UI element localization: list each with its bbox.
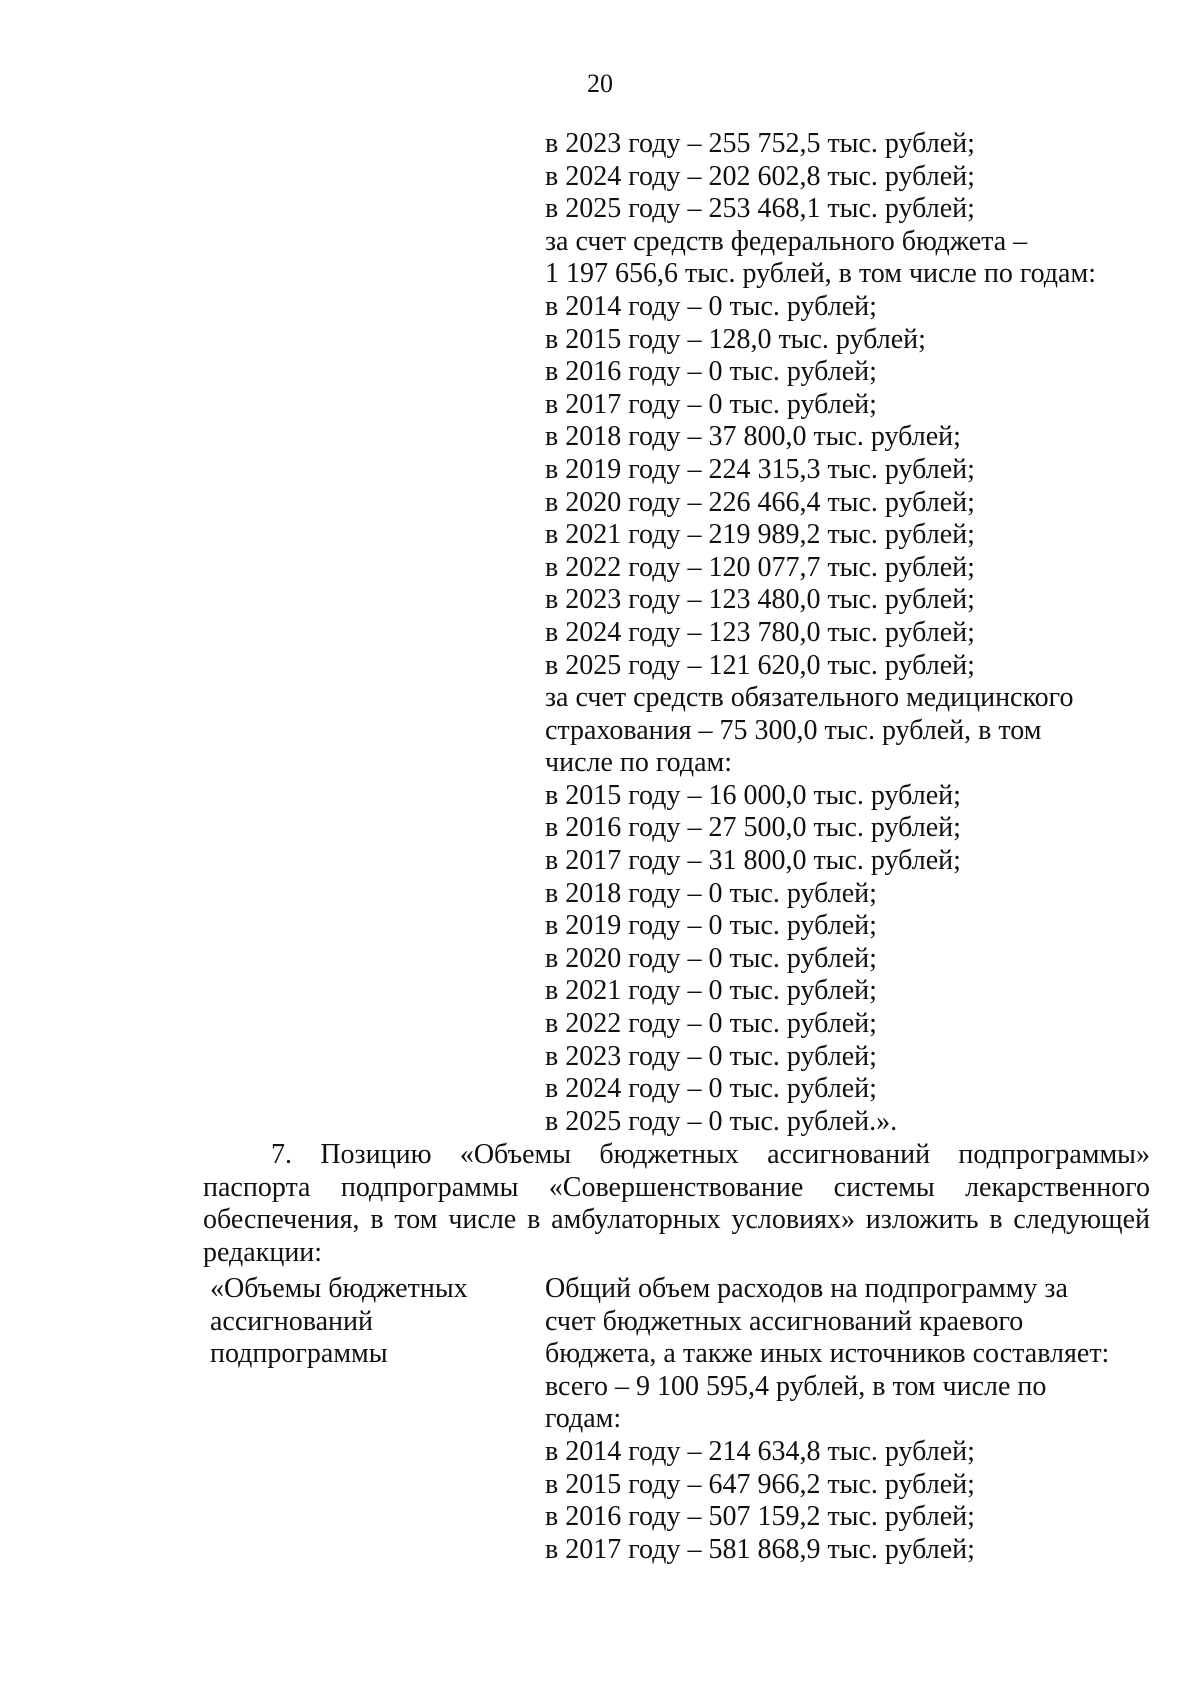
table-value-line: счет бюджетных ассигнований краевого: [545, 1305, 1024, 1337]
text-line: страхования – 75 300,0 тыс. рублей, в том: [545, 714, 1042, 746]
text-line: в 2014 году – 0 тыс. рублей;: [545, 290, 877, 322]
page-number: 20: [587, 69, 613, 98]
text-line: в 2020 году – 0 тыс. рублей;: [545, 942, 877, 974]
paragraph-line: редакции:: [203, 1236, 323, 1268]
budget-continuation-block: [545, 128, 1145, 1138]
text-line: в 2019 году – 224 315,3 тыс. рублей;: [545, 453, 975, 485]
table-label-line: ассигнований: [210, 1305, 373, 1337]
text-line: в 2019 году – 0 тыс. рублей;: [545, 910, 877, 942]
table-value-line: всего – 9 100 595,4 рублей, в том числе по: [545, 1370, 1047, 1402]
text-line: 1 197 656,6 тыс. рублей, в том числе по годам:: [545, 258, 1096, 290]
paragraph-line: 7. Позицию «Объемы бюджетных ассигнований подпрограммы»: [271, 1139, 1150, 1170]
text-line: в 2022 году – 0 тыс. рублей;: [545, 1008, 877, 1040]
text-line: в 2018 году – 0 тыс. рублей;: [545, 877, 877, 909]
text-line: числе по годам:: [545, 747, 733, 779]
table-value-line: Общий объем расходов на подпрограмму за: [545, 1273, 1068, 1304]
text-line: за счет средств обязательного медицинского: [545, 682, 1074, 714]
table-value-line: в 2017 году – 581 868,9 тыс. рублей;: [545, 1533, 975, 1565]
text-line: в 2021 году – 219 989,2 тыс. рублей;: [545, 519, 975, 551]
table-value-line: годам:: [545, 1403, 622, 1435]
table-label-line: «Объемы бюджетных: [210, 1273, 468, 1304]
text-line: за счет средств федерального бюджета –: [545, 225, 1028, 257]
text-line: в 2022 году – 120 077,7 тыс. рублей;: [545, 551, 975, 583]
table-label-line: подпрограммы: [210, 1338, 388, 1370]
table-label-column: [210, 1273, 510, 1371]
text-line: в 2025 году – 121 620,0 тыс. рублей;: [545, 649, 975, 681]
text-line: в 2021 году – 0 тыс. рублей;: [545, 975, 877, 1007]
text-line: в 2016 году – 27 500,0 тыс. рублей;: [545, 812, 961, 844]
text-line: в 2017 году – 31 800,0 тыс. рублей;: [545, 845, 961, 877]
text-line: в 2023 году – 0 тыс. рублей;: [545, 1040, 877, 1072]
text-line: в 2025 году – 0 тыс. рублей.».: [545, 1105, 898, 1137]
text-line: в 2023 году – 255 752,5 тыс. рублей;: [545, 128, 975, 159]
paragraph-line: паспорта подпрограммы «Совершенствование системы лекарственного: [203, 1171, 1150, 1203]
text-line: в 2015 году – 16 000,0 тыс. рублей;: [545, 779, 961, 811]
table-value-line: бюджета, а также иных источников составляет:: [545, 1338, 1110, 1370]
table-value-line: в 2015 году – 647 966,2 тыс. рублей;: [545, 1468, 975, 1500]
text-line: в 2025 году – 253 468,1 тыс. рублей;: [545, 193, 975, 225]
text-line: в 2020 году – 226 466,4 тыс. рублей;: [545, 486, 975, 518]
table-value-line: в 2014 году – 214 634,8 тыс. рублей;: [545, 1435, 975, 1467]
paragraph-line: обеспечения, в том числе в амбулаторных условиях» изложить в следующей: [203, 1204, 1150, 1236]
text-line: в 2023 году – 123 480,0 тыс. рублей;: [545, 584, 975, 616]
text-line: в 2024 году – 123 780,0 тыс. рублей;: [545, 616, 975, 648]
text-line: в 2017 году – 0 тыс. рублей;: [545, 388, 877, 420]
text-line: в 2024 году – 202 602,8 тыс. рублей;: [545, 160, 975, 192]
text-line: в 2015 году – 128,0 тыс. рублей;: [545, 323, 926, 355]
table-value-column: [545, 1273, 1145, 1566]
text-line: в 2016 году – 0 тыс. рублей;: [545, 356, 877, 388]
text-line: в 2024 году – 0 тыс. рублей;: [545, 1073, 877, 1105]
text-line: в 2018 году – 37 800,0 тыс. рублей;: [545, 421, 961, 453]
table-value-line: в 2016 году – 507 159,2 тыс. рублей;: [545, 1501, 975, 1533]
amendment-paragraph: [203, 1139, 1150, 1269]
